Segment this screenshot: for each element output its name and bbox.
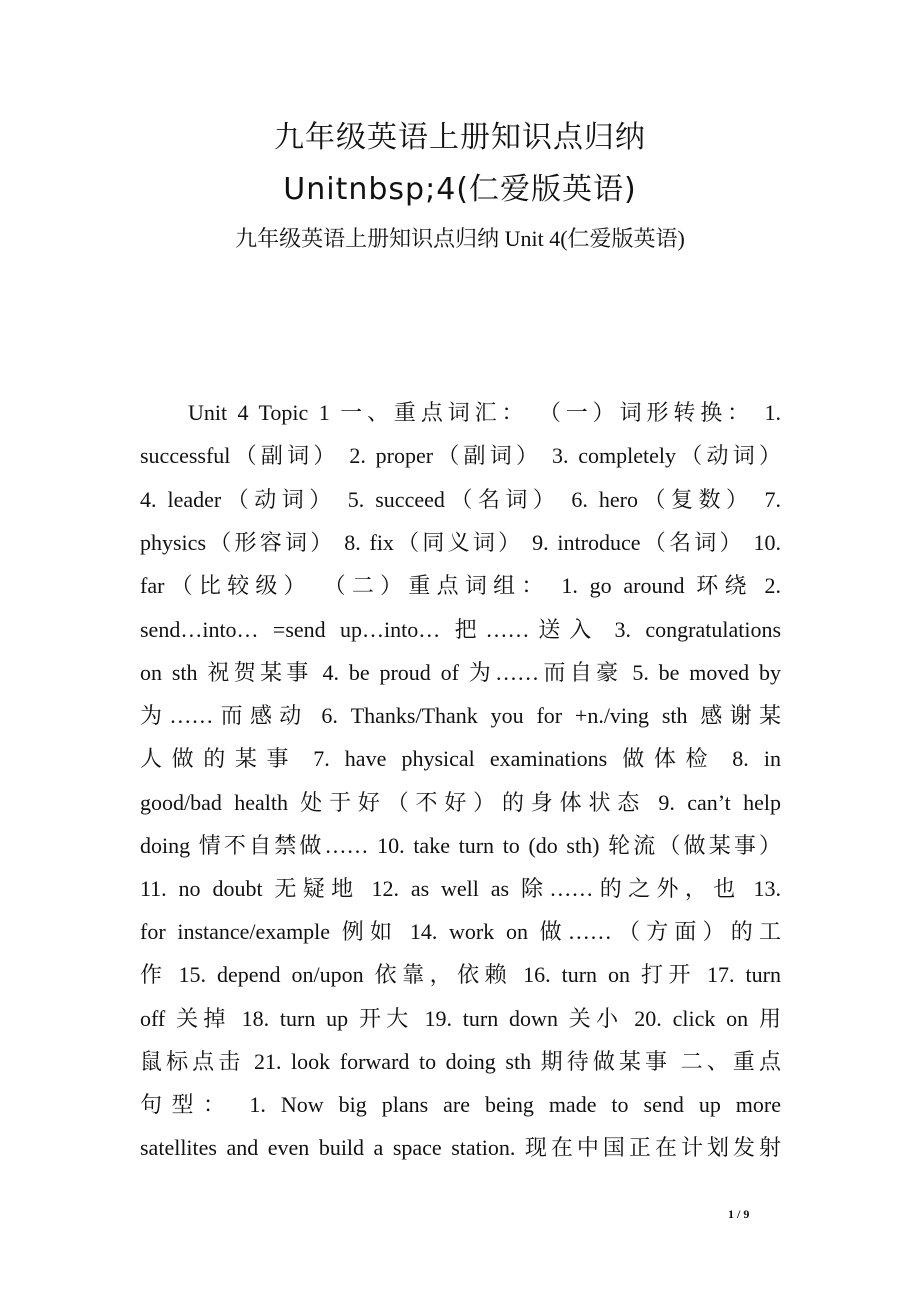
body-line: doing 情不自禁做…… 10. take turn to (do sth) 轮流（做某事） xyxy=(140,833,781,858)
body-line: satellites and even build a space station. 现在中国正在计划发射 xyxy=(140,1135,781,1160)
body-line: 句型： 1. Now big plans are being made to send up more xyxy=(140,1092,781,1117)
body-line: 作 15. depend on/upon 依靠，依赖 16. turn on 打开 17. turn xyxy=(140,962,781,987)
body-line: 为……而感动 6. Thanks/Thank you for +n./ving sth 感谢某 xyxy=(140,703,781,728)
body-line: good/bad health 处于好（不好）的身体状态 9. can’t help xyxy=(140,790,781,815)
body-line: far（比较级） （二）重点词组： 1. go around 环绕 2. xyxy=(140,573,781,598)
body-line: 人做的某事 7. have physical examinations 做体检 8. in xyxy=(140,746,781,771)
body-line: on sth 祝贺某事 4. be proud of 为……而自豪 5. be moved by xyxy=(140,660,781,685)
body-line: 4. leader（动词） 5. succeed（名词） 6. hero（复数） 7. xyxy=(140,487,781,512)
page-number: 1 / 9 xyxy=(728,1207,750,1221)
document-subtitle: 九年级英语上册知识点归纳 Unit 4(仁爱版英语) xyxy=(235,226,685,251)
document-title-line-2: Unitnbsp;4(仁爱版英语) xyxy=(283,172,637,207)
body-line: successful（副词） 2. proper（副词） 3. completely（动词） xyxy=(140,443,781,468)
body-line: for instance/example 例如 14. work on 做……（方面）的工 xyxy=(140,919,781,944)
body-line: Unit 4 Topic 1 一、重点词汇： （一）词形转换： 1. xyxy=(188,400,781,425)
body-line: off 关掉 18. turn up 开大 19. turn down 关小 20. click on 用 xyxy=(140,1006,781,1031)
body-line: physics（形容词） 8. fix（同义词） 9. introduce（名词） 10. xyxy=(140,530,781,555)
body-line: 11. no doubt 无疑地 12. as well as 除……的之外，也 13. xyxy=(140,876,781,901)
document-title-line-1: 九年级英语上册知识点归纳 xyxy=(274,120,646,155)
body-line: send…into… =send up…into… 把……送入 3. congratulations xyxy=(140,617,781,642)
body-line: 鼠标点击 21. look forward to doing sth 期待做某事 二、重点 xyxy=(140,1049,781,1074)
